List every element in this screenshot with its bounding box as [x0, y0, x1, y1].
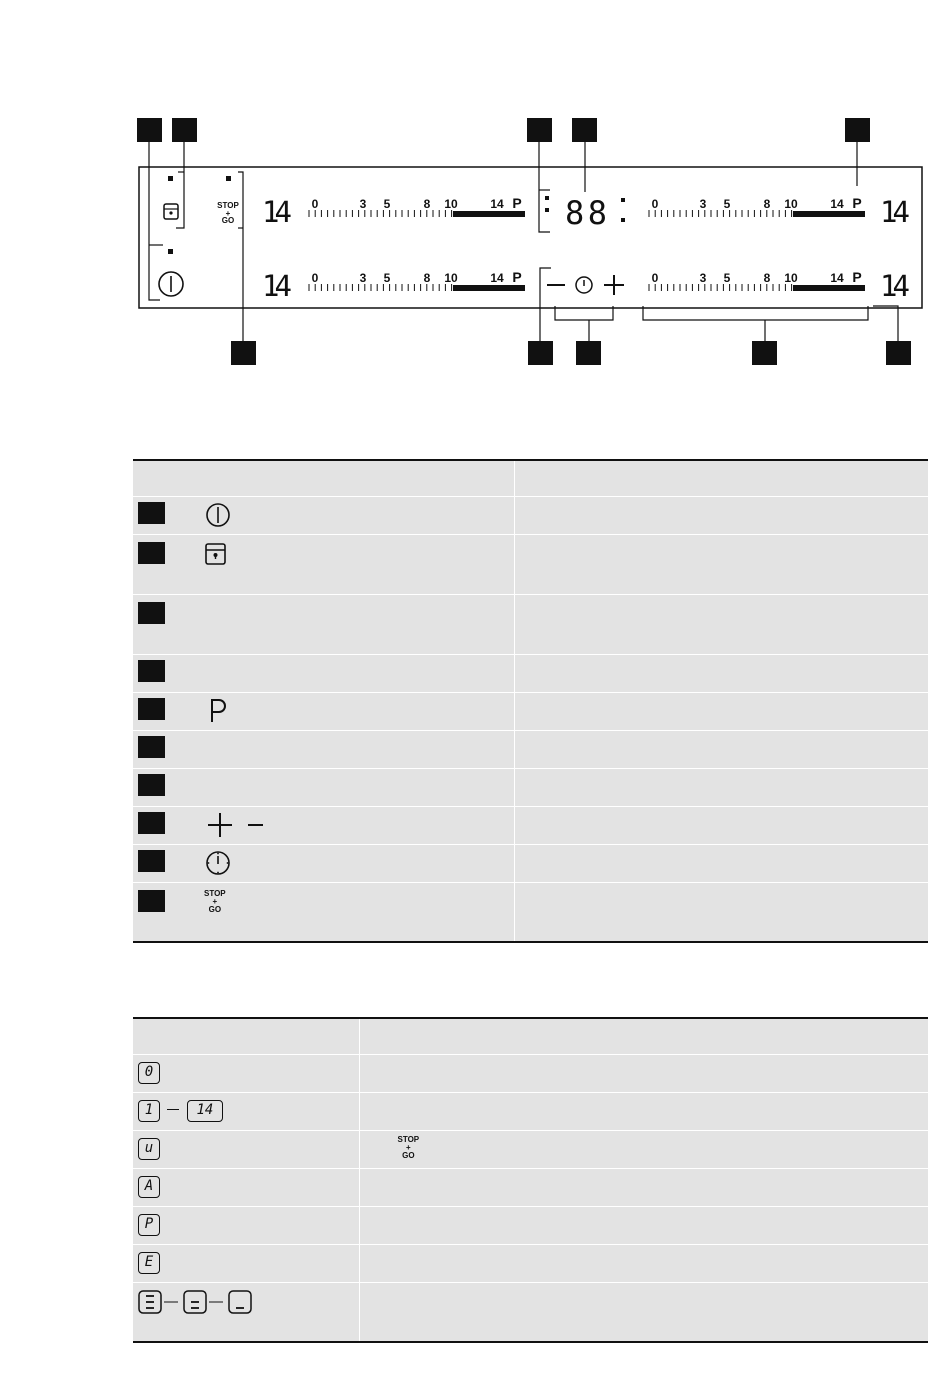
scale-label: 14 [830, 197, 844, 211]
lock-icon [198, 534, 514, 594]
table-row [133, 730, 928, 768]
display-table [133, 1017, 928, 1343]
table-row [133, 1168, 928, 1206]
scale-label: 3 [359, 197, 367, 211]
display-symbol-14: 14 [187, 1100, 223, 1122]
slider-bar [793, 211, 865, 217]
row-number-2 [138, 542, 165, 564]
table-row [133, 1282, 928, 1342]
table-row [133, 806, 928, 844]
callout-9 [576, 341, 601, 365]
row-number-7 [138, 774, 165, 796]
control-panel-table [133, 459, 928, 943]
row-number-4 [138, 660, 165, 682]
row-number-6 [138, 736, 165, 758]
table-row [133, 1244, 928, 1282]
table-row [133, 882, 928, 942]
callout-markers [137, 118, 911, 365]
row-number-9 [138, 850, 165, 872]
row-number-3 [138, 602, 165, 624]
table-row [133, 1054, 928, 1092]
row-number-8 [138, 812, 165, 834]
callout-7 [752, 341, 777, 365]
zone-display-rear-right: 14 [880, 269, 910, 303]
power-icon[interactable] [159, 272, 183, 296]
svg-text:STOP: STOP [217, 201, 239, 210]
timer-display [545, 194, 625, 232]
scale-label: 10 [784, 271, 798, 285]
scale-label: 14 [830, 271, 844, 285]
plus-minus-icon [198, 806, 514, 844]
scale-label: 8 [763, 271, 771, 285]
scale-label: 0 [651, 197, 659, 211]
scale-label: 10 [784, 197, 798, 211]
scale-label: 5 [383, 271, 391, 285]
callout-1 [137, 118, 162, 142]
scale-label: 3 [359, 271, 367, 285]
callout-8 [528, 341, 553, 365]
scale-label: 8 [763, 197, 771, 211]
svg-text:+: + [225, 209, 231, 218]
table-row [133, 768, 928, 806]
power-icon [198, 496, 514, 534]
zone-display-rear-left: 14 [262, 269, 292, 303]
callout-3 [527, 118, 552, 142]
callout-10 [231, 341, 256, 365]
scale-label: 0 [311, 271, 319, 285]
table-row [133, 692, 928, 730]
col-header-description [359, 1018, 928, 1054]
col-header-number [133, 460, 198, 496]
power-indicator-dot [168, 249, 173, 254]
scale-label: 8 [423, 197, 431, 211]
scale-label: 14 [490, 197, 504, 211]
stop-go-label [217, 201, 239, 225]
scale-label: P [852, 195, 862, 211]
zone-display-front-left: 14 [262, 195, 292, 229]
display-symbol-u: u [138, 1138, 160, 1160]
table-row [133, 654, 928, 692]
stop-go-icon: STOP + GO [198, 882, 514, 942]
slider-bar [453, 285, 525, 291]
stop-go-indicator-dot [226, 176, 231, 181]
col-header-description [514, 460, 928, 496]
slider-front-right[interactable] [649, 195, 865, 217]
scale-label: 3 [699, 197, 707, 211]
display-symbol-a: A [138, 1176, 160, 1198]
table-row [133, 1092, 928, 1130]
table-row [133, 1130, 928, 1168]
slider-bar [453, 211, 525, 217]
timer-plus-button[interactable] [604, 275, 624, 295]
col-header-display [133, 1018, 359, 1054]
scale-label: 5 [383, 197, 391, 211]
timer-icon [198, 844, 514, 882]
display-symbol-0: 0 [138, 1062, 160, 1084]
display-symbol-e: E [138, 1252, 160, 1274]
table-row [133, 594, 928, 654]
table-row [133, 844, 928, 882]
scale-label: 14 [490, 271, 504, 285]
row-number-1 [138, 502, 165, 524]
scale-label: 10 [444, 271, 458, 285]
slider-front-left[interactable] [309, 195, 525, 217]
row-number-10 [138, 890, 165, 912]
residual-heat-icons [138, 1290, 268, 1316]
callout-2 [172, 118, 197, 142]
leader-lines [149, 142, 898, 341]
scale-label: 10 [444, 197, 458, 211]
scale-label: 0 [311, 197, 319, 211]
scale-label: 3 [699, 271, 707, 285]
svg-text:88: 88 [565, 194, 607, 232]
scale-label: 0 [651, 271, 659, 285]
callout-5 [845, 118, 870, 142]
slider-bar [793, 285, 865, 291]
stop-go-icon: STOP + GO [397, 1134, 420, 1160]
power-boost-p-icon [198, 692, 514, 730]
control-panel-diagram [0, 0, 950, 400]
slider-rear-left[interactable] [309, 269, 525, 291]
scale-label: 5 [723, 271, 731, 285]
slider-rear-right[interactable] [649, 269, 865, 291]
scale-label: 5 [723, 197, 731, 211]
table-row [133, 1206, 928, 1244]
scale-label: 8 [423, 271, 431, 285]
scale-label: P [852, 269, 862, 285]
lock-indicator-dot [168, 176, 173, 181]
table-row [133, 496, 928, 534]
zone-display-front-right: 14 [880, 195, 910, 229]
table-row [133, 534, 928, 594]
callout-4 [572, 118, 597, 142]
callout-6 [886, 341, 911, 365]
scale-label: P [512, 269, 522, 285]
row-number-5 [138, 698, 165, 720]
display-symbol-1: 1 [138, 1100, 160, 1122]
svg-text:GO: GO [221, 216, 235, 225]
scale-label: P [512, 195, 522, 211]
timer-icon[interactable] [576, 277, 592, 293]
display-symbol-p: P [138, 1214, 160, 1236]
col-header-sensor-field [198, 460, 514, 496]
